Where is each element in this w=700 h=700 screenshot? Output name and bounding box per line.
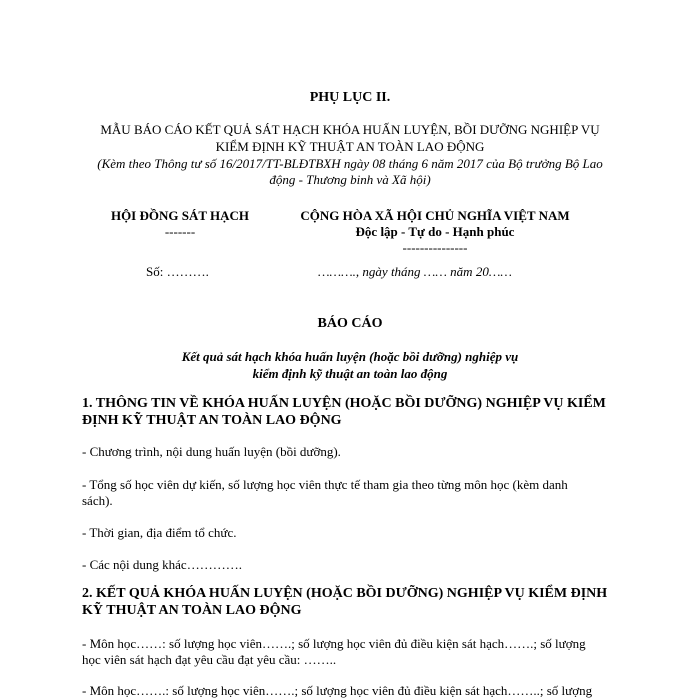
report-subtitle-line-2: kiểm định kỹ thuật an toàn lao động	[252, 366, 448, 381]
appendix-title: PHỤ LỤC II.	[309, 90, 391, 105]
section-1-item: - Các nội dung khác………….	[82, 557, 242, 572]
national-motto: Độc lập - Tự do - Hạnh phúc	[355, 224, 515, 239]
section-1-item: - Tổng số học viên dự kiến, số lượng học viên thực tế tham gia theo từng môn học (kèm danh	[82, 477, 568, 492]
section-2-item: - Môn học……: số lượng học viên…….; số lượng học viên đủ điều kiện sát hạch…….; số lượng	[82, 636, 586, 651]
attached-note-line-1: (Kèm theo Thông tư số 16/2017/TT-BLĐTBXH ngày 08 tháng 6 năm 2017 của Bộ trưởng Bộ Lao	[97, 156, 603, 171]
section-2-heading-line-1: 2. KẾT QUẢ KHÓA HUẤN LUYỆN (HOẶC BỒI DƯỠNG) NGHIỆP VỤ KIỂM ĐỊNH	[82, 586, 608, 601]
form-title-line-1: MẪU BÁO CÁO KẾT QUẢ SÁT HẠCH KHÓA HUẤN LUYỆN, BỒI DƯỠNG NGHIỆP VỤ	[100, 122, 600, 137]
section-2-item-continued: học viên sát hạch đạt yêu cầu đạt yêu cầu: ……..	[82, 652, 337, 667]
document-date: ………., ngày tháng …… năm 20……	[318, 264, 512, 279]
document-number: Số: ……….	[146, 264, 209, 279]
attached-note-line-2: động - Thương binh và Xã hội)	[269, 172, 431, 187]
council-divider: -------	[164, 224, 196, 239]
section-2-item: - Môn học…….: số lượng học viên…….; số lượng học viên đủ điều kiện sát hạch……..; số lượng	[82, 683, 593, 698]
section-1-heading-line-2: ĐỊNH KỸ THUẬT AN TOÀN LAO ĐỘNG	[82, 413, 342, 428]
country-name: CỘNG HÒA XÃ HỘI CHỦ NGHĨA VIỆT NAM	[300, 208, 570, 223]
section-1-heading-line-1: 1. THÔNG TIN VỀ KHÓA HUẤN LUYỆN (HOẶC BỒI DƯỠNG) NGHIỆP VỤ KIỂM	[82, 396, 606, 411]
motto-divider: ---------------	[402, 240, 468, 255]
council-name: HỘI ĐỒNG SÁT HẠCH	[110, 208, 250, 223]
report-title: BÁO CÁO	[317, 316, 383, 331]
report-subtitle-line-1: Kết quả sát hạch khóa huấn luyện (hoặc bồi dưỡng) nghiệp vụ	[181, 349, 519, 364]
section-2-heading-line-2: KỸ THUẬT AN TOÀN LAO ĐỘNG	[82, 603, 302, 618]
section-1-item-continued: sách).	[82, 493, 113, 508]
section-1-item: - Chương trình, nội dung huấn luyện (bồi dưỡng).	[82, 444, 341, 459]
form-title-line-2: KIỂM ĐỊNH KỸ THUẬT AN TOÀN LAO ĐỘNG	[215, 139, 485, 154]
section-1-item: - Thời gian, địa điểm tổ chức.	[82, 525, 237, 540]
